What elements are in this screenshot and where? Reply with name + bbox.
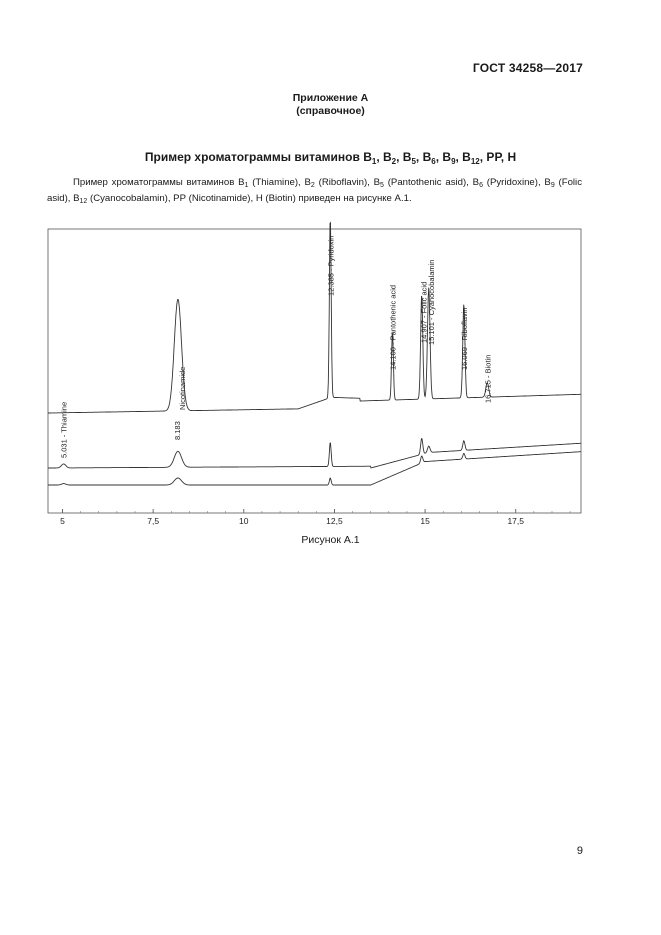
x-tick-label: 5: [60, 516, 65, 526]
x-tick-label: 12,5: [326, 516, 343, 526]
x-tick-label: 7,5: [147, 516, 160, 526]
section-heading: Пример хроматограммы витаминов $В_1$, $В_2$, $В_5$, $В_6$, $В_9$, $В_{12}$, РР, Н: [144, 150, 517, 166]
peak-label: 14.907 - Folic acid: [419, 281, 429, 343]
peak-label: Nicotinamide: [177, 366, 187, 410]
annex-subtitle: (справочное): [296, 105, 365, 117]
body-paragraph: Пример хроматограммы витаминов $В_1$ (Thiamine), $В_2$ (Riboflavin), $В_5$ (Pantothenic asid), $В_6$ (Pyridoxine), $В_9$ (Folic asid), $В_{12}$ (Cyanocobalamin), РР (Nicotinamide), Н (Biotin) приведен на рисунке А.1.: [47, 177, 582, 205]
x-tick-label: 15: [420, 516, 430, 526]
peak-label: 16.715 - Biotin: [483, 354, 493, 403]
peak-label: 16.069 - Riboflavin: [459, 307, 469, 370]
x-tick-label: 10: [239, 516, 249, 526]
peak-label: 5.031 - Thiamine: [59, 401, 69, 458]
annex-title: Приложение А: [292, 92, 369, 104]
peak-label: 12.385 - Pyridoxin: [326, 235, 336, 296]
page-number: 9: [576, 845, 583, 857]
peak-label: 14.100 - Pantothenic acid: [388, 284, 398, 370]
standard-number: ГОСТ 34258—2017: [472, 61, 583, 75]
plot-frame: [48, 229, 581, 513]
figure-caption: Рисунок А.1: [301, 534, 360, 546]
chromatogram-trace: [48, 223, 581, 413]
peak-label: 8.183: [172, 421, 182, 440]
chromatogram-trace: [48, 452, 581, 485]
chromatogram-trace: [48, 439, 581, 468]
peak-label: 15.101 - Cyanocobalamin: [426, 259, 436, 345]
x-tick-label: 17,5: [507, 516, 525, 526]
